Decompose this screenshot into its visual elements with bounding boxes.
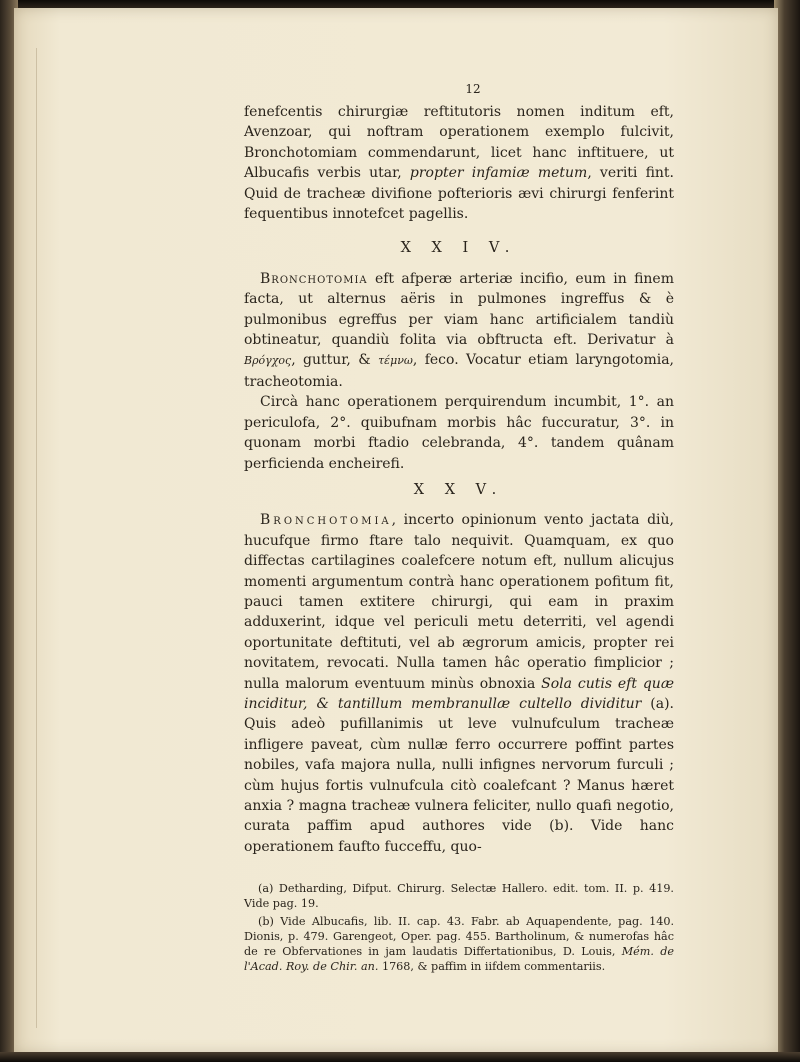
intro-text-1: fenefcentis chirurgiæ reftitutoris nomen inditum eft, Avenzoar, qui noftram operationem exemplo fulcivit, Bronchotomiam commendarunt, licet hanc inftituere, ut Albucafis verbis utar,: [244, 104, 674, 182]
scan-edge-bottom: [0, 1052, 800, 1062]
section-heading-xxiv: X X I V.: [400, 240, 518, 257]
greek-word-1: Βρόγχος: [244, 354, 292, 368]
intro-text-2: , veriti fint. Quid de tracheæ divifione pofterioris ævi chirurgi fenferint fequentibus innotefcet pagellis.: [244, 165, 675, 223]
section-24-text-c: , feco. Vocatur etiam laryngotomia, tracheotomia.: [244, 352, 674, 390]
page-number: 12: [465, 82, 481, 96]
intro-italic: propter infamiæ metum: [409, 165, 588, 182]
section-24-paragraph-2: Circà hanc operationem perquirendum incumbit, 1°. an periculofa, 2°. quibufnam morbis hâc fuccuratur, 3°. in quonam morbi ftadio celebranda, 4°. tandem quânam perficienda encheirefi.: [244, 394, 674, 472]
section-24-text-a: eft afperæ arteriæ incifio, eum in finem facta, ut alternus aëris in pulmones ingreffus & è pulmonibus egreffus per viam hanc artificialem tandiù obtineatur, quandiù folita via obftructa eft. Derivatur à: [244, 270, 674, 349]
greek-word-2: τέμνω: [378, 354, 413, 368]
section-25-text-b: (a). Quis adeò pufillanimis ut leve vulnufculum tracheæ infligere paveat, cùm nullæ ferro occurrere poffint partes nobiles, vafa majora nulla, nulli infignes nervorum furculi ; cùm hujus fortis vulnufcula citò coalefcant ? Manus hæret anxia ? magna tracheæ vulnera feliciter, nullo quafi negotio, curata paffim apud authores vide (b). Vide hanc operationem faufto fucceffu, quo-: [244, 695, 674, 855]
footnote-a: (a) Detharding, Difput. Chirurg. Selectæ Hallero. edit. tom. II. p. 419. Vide pag. 19.: [244, 882, 674, 911]
section-24-text-b: , guttur, &: [291, 352, 379, 369]
page-text: [244, 102, 674, 977]
intro-paragraph: [244, 102, 674, 224]
section-25-paragraph: [244, 510, 674, 857]
footnote-b-italic: Mém. de l'Acad. Roy. de Chir. an.: [244, 945, 674, 974]
footnote-b-text-b: 1768, & paffim in iifdem commentariis.: [378, 960, 606, 974]
page-fold-line: [36, 48, 37, 1028]
section-25-lead: Bronchotomia: [260, 512, 392, 529]
footnote-b-text-a: (b) Vide Albucafis, lib. II. cap. 43. Fabr. ab Aquapendente, pag. 140. Dionis, p. 479. Garengeot, Oper. pag. 455. Bartholinum, & numerofas hâc de re Obfervationes in jam laudatis Differtationibus, D. Louis,: [244, 915, 674, 959]
footnote-b: [244, 914, 674, 974]
section-heading-xxv: X X V.: [413, 481, 505, 498]
footnotes: [244, 881, 674, 974]
section-25-quote: Sola cutis eft quæ inciditur, & tantillum membranullæ cultello dividitur: [244, 675, 674, 712]
section-24-paragraph-1: [244, 269, 674, 392]
section-25-text-a: , incerto opinionum vento jactata diù, hucufque firmo ftare talo nequivit. Quamquam, ex quo diffectas cartilagines coalefcere notum eft, nullum alicujus momenti argumentum contrà hanc operationem pofitum fit, pauci tamen extitere chirurgi, qui eam in praxim adduxerint, idque vel periculi metu deterriti, vel agendi oportunitate deftituti, vel ab ægrorum amicis, propter rei novitatem, revocati. Nulla tamen hâc operatio fimplicior ; nulla malorum eventuum minùs obnoxia: [244, 512, 674, 692]
section-24-lead: Bronchotomia: [260, 270, 368, 287]
